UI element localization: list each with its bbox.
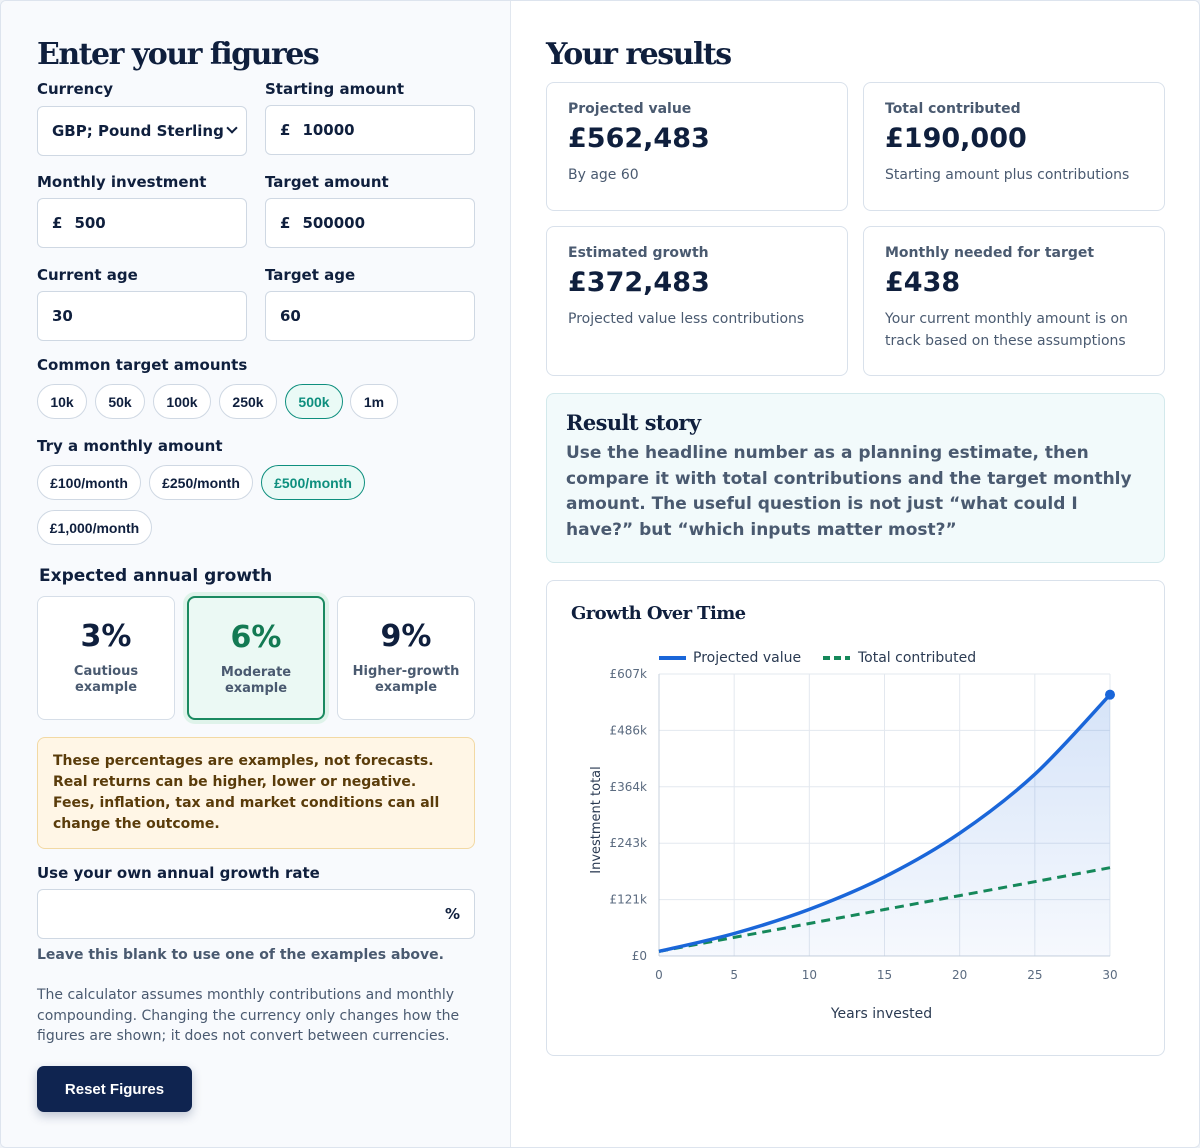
growth-option-3[interactable] bbox=[37, 596, 175, 720]
card-value: £438 bbox=[885, 267, 961, 298]
starting-amount-label: Starting amount bbox=[265, 80, 405, 98]
target-amount-label: Target amount bbox=[265, 173, 389, 191]
monthly-pill-100[interactable]: £100/month bbox=[37, 465, 141, 500]
monthly-investment-field[interactable] bbox=[37, 198, 247, 248]
growth-desc: Cautious example bbox=[73, 664, 139, 695]
growth-label: Expected annual growth bbox=[39, 566, 273, 586]
legend-label-contributed: Total contributed bbox=[858, 650, 977, 666]
projected-value-card bbox=[546, 82, 848, 211]
legend-label-projected: Projected value bbox=[693, 650, 802, 666]
card-value: £372,483 bbox=[568, 267, 710, 298]
projected-end-point bbox=[1105, 690, 1115, 700]
card-desc: Projected value less contributions bbox=[568, 311, 805, 327]
target-pill-50k[interactable]: 50k bbox=[95, 384, 145, 419]
total-contributed-card bbox=[863, 82, 1165, 211]
currency-prefix: £ bbox=[280, 121, 291, 139]
card-title: Projected value bbox=[568, 101, 692, 117]
monthly-pill-1000[interactable]: £1,000/month bbox=[37, 510, 152, 545]
card-desc: Starting amount plus contributions bbox=[885, 167, 1130, 183]
target-pill-1m[interactable]: 1m bbox=[350, 384, 398, 419]
percent-suffix: % bbox=[444, 905, 460, 923]
monthly-pill-250[interactable]: £250/month bbox=[149, 465, 253, 500]
target-amount-field[interactable] bbox=[265, 198, 475, 248]
result-story bbox=[546, 393, 1165, 563]
monthly-investment-label: Monthly investment bbox=[37, 173, 207, 191]
target-amount-value: 500000 bbox=[302, 214, 366, 232]
growth-chart bbox=[547, 581, 1164, 1055]
target-age-field[interactable] bbox=[265, 291, 475, 341]
starting-amount-field[interactable] bbox=[265, 105, 475, 155]
target-pill-500k[interactable]: 500k bbox=[285, 384, 343, 419]
growth-desc: Moderate example bbox=[220, 665, 292, 696]
card-title: Total contributed bbox=[885, 101, 1021, 117]
common-targets-label: Common target amounts bbox=[37, 356, 248, 374]
assumptions-note: The calculator assumes monthly contributions and monthly compounding. Changing the currency only changes how the figures are shown; it does not convert between currencies. bbox=[37, 987, 460, 1044]
current-age-label: Current age bbox=[37, 266, 138, 284]
currency-select[interactable] bbox=[37, 106, 247, 156]
x-tick-label: 25 bbox=[1027, 968, 1043, 982]
results-heading: Your results bbox=[546, 37, 731, 72]
target-pill-100k[interactable]: 100k bbox=[153, 384, 211, 419]
x-axis-label: Years invested bbox=[830, 1006, 933, 1022]
x-tick-label: 20 bbox=[952, 968, 968, 982]
growth-option-9[interactable] bbox=[337, 596, 475, 720]
growth-option-6[interactable] bbox=[187, 596, 325, 720]
custom-rate-input[interactable] bbox=[37, 889, 475, 939]
chart-title: Growth Over Time bbox=[571, 603, 746, 624]
card-desc: Your current monthly amount is on track based on these assumptions bbox=[885, 311, 1128, 349]
growth-chart-card bbox=[546, 580, 1165, 1056]
card-value: £190,000 bbox=[885, 123, 1027, 154]
card-desc: By age 60 bbox=[568, 167, 639, 183]
inputs-heading: Enter your figures bbox=[37, 37, 319, 72]
x-tick-label: 0 bbox=[655, 968, 663, 982]
y-tick-label: £607k bbox=[609, 667, 647, 681]
growth-desc: Higher-growth example bbox=[352, 664, 460, 695]
estimated-growth-card bbox=[546, 226, 848, 376]
target-age-label: Target age bbox=[265, 266, 356, 284]
card-title: Estimated growth bbox=[568, 245, 709, 261]
monthly-needed-card bbox=[863, 226, 1165, 376]
card-title: Monthly needed for target bbox=[885, 245, 1095, 261]
reset-figures-button[interactable]: Reset Figures bbox=[37, 1066, 192, 1112]
current-age-value: 30 bbox=[52, 307, 73, 325]
currency-prefix: £ bbox=[52, 214, 63, 232]
story-title: Result story bbox=[566, 410, 701, 435]
custom-rate-hint: Leave this blank to use one of the examples above. bbox=[37, 947, 444, 963]
y-tick-label: £121k bbox=[609, 892, 647, 907]
growth-pct: 9% bbox=[380, 619, 432, 654]
inputs-panel bbox=[1, 1, 511, 1147]
target-pill-250k[interactable]: 250k bbox=[219, 384, 277, 419]
target-pill-10k[interactable]: 10k bbox=[37, 384, 87, 419]
growth-warning: These percentages are examples, not forecasts. Real returns can be higher, lower or negative. Fees, inflation, tax and market conditions can all change the outcome. bbox=[37, 737, 475, 849]
y-tick-label: £486k bbox=[609, 723, 647, 738]
story-body: Use the headline number as a planning estimate, then compare it with total contributions and the target monthly amount. The useful question is not just “what could I have?” but “which inputs matter most?” bbox=[566, 443, 1132, 540]
y-axis-label: Investment total bbox=[589, 766, 604, 874]
monthly-options-label: Try a monthly amount bbox=[37, 437, 223, 455]
x-tick-label: 10 bbox=[801, 968, 817, 982]
y-tick-label: £243k bbox=[609, 836, 647, 851]
x-tick-label: 30 bbox=[1102, 968, 1118, 982]
current-age-field[interactable] bbox=[37, 291, 247, 341]
starting-amount-value: 10000 bbox=[302, 121, 355, 139]
monthly-pill-500[interactable]: £500/month bbox=[261, 465, 365, 500]
currency-prefix: £ bbox=[280, 214, 291, 232]
x-tick-label: 5 bbox=[730, 968, 738, 982]
currency-label: Currency bbox=[37, 80, 114, 98]
target-age-value: 60 bbox=[280, 307, 301, 325]
currency-value: GBP; Pound Sterling bbox=[52, 122, 224, 140]
custom-rate-label: Use your own annual growth rate bbox=[37, 864, 320, 882]
x-tick-label: 15 bbox=[876, 968, 893, 982]
y-tick-label: £364k bbox=[609, 779, 647, 794]
y-tick-label: £0 bbox=[631, 949, 647, 963]
growth-pct: 6% bbox=[230, 620, 282, 655]
growth-pct: 3% bbox=[80, 619, 132, 654]
monthly-investment-value: 500 bbox=[74, 214, 106, 232]
card-value: £562,483 bbox=[568, 123, 710, 154]
